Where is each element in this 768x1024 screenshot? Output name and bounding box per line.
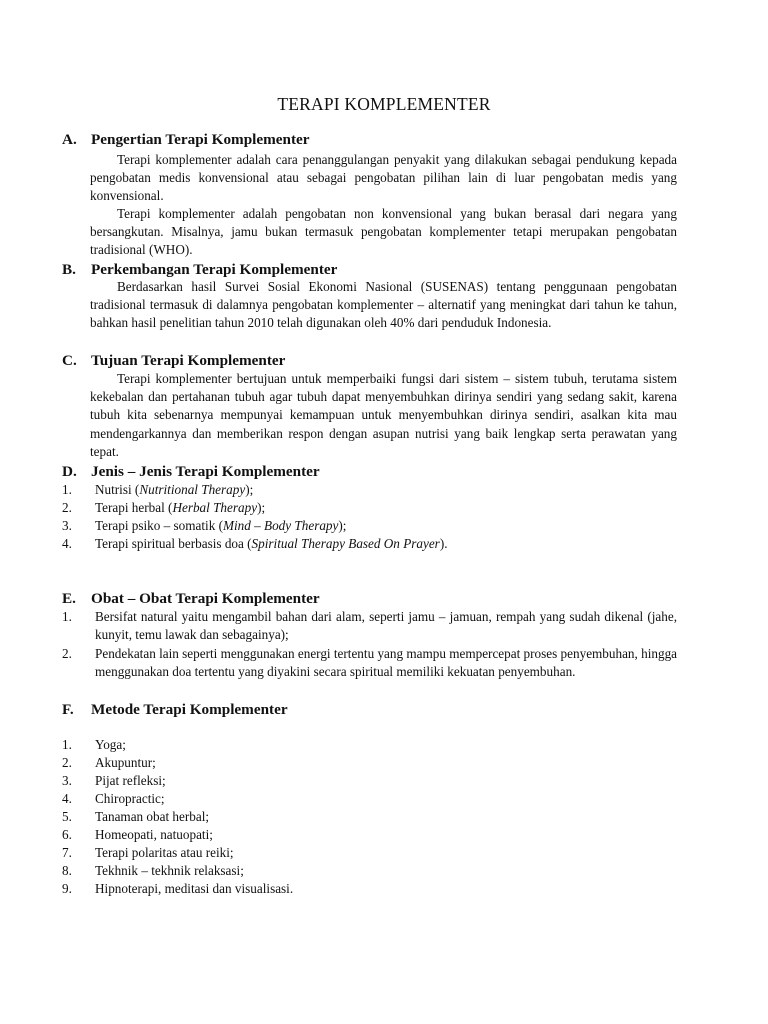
list-text-after: ). bbox=[439, 536, 448, 551]
list-text: Bersifat natural yaitu mengambil bahan dari alam, seperti jamu – jamuan, rempah yang sudah dikenal (jahe, kunyit, temu lawak dan sebagainya); bbox=[95, 609, 677, 643]
list-number: 1. bbox=[62, 737, 72, 752]
section-f-heading bbox=[62, 700, 288, 720]
section-c-letter: C. bbox=[62, 352, 77, 369]
list-text-after: ); bbox=[257, 500, 266, 515]
section-d-title: Jenis – Jenis Terapi Komplementer bbox=[91, 463, 320, 480]
section-b-paragraph-1 bbox=[90, 278, 677, 333]
list-text-italic: Spiritual Therapy Based On Prayer bbox=[251, 536, 440, 551]
list-item bbox=[62, 608, 677, 644]
list-item bbox=[62, 844, 677, 862]
section-b-paragraph-1-text: Berdasarkan hasil Survei Sosial Ekonomi Nasional (SUSENAS) tentang penggunaan pengobatan tradisional termasuk di dalamnya pengobatan komplementer – alternatif yang meningkat dari tahun ke tahun, bahkan hasil penelitian tahun 2010 telah digunakan oleh 40% dari penduduk Indonesia. bbox=[90, 279, 677, 331]
list-text: Terapi polaritas atau reiki; bbox=[95, 845, 234, 860]
section-a-heading bbox=[62, 130, 310, 150]
list-text: Homeopati, natuopati; bbox=[95, 827, 213, 842]
list-number: 3. bbox=[62, 773, 72, 788]
list-item bbox=[62, 499, 677, 517]
section-a-paragraph-1 bbox=[90, 151, 677, 206]
section-a-letter: A. bbox=[62, 131, 77, 148]
list-text: Tekhnik – tekhnik relaksasi; bbox=[95, 863, 244, 878]
list-item bbox=[62, 880, 677, 898]
list-item bbox=[62, 645, 677, 681]
list-number: 4. bbox=[62, 536, 72, 551]
list-number: 2. bbox=[62, 755, 72, 770]
list-item bbox=[62, 736, 677, 754]
list-item bbox=[62, 772, 677, 790]
list-item bbox=[62, 481, 677, 499]
list-text-italic: Mind – Body Therapy bbox=[223, 518, 339, 533]
list-text: Terapi psiko – somatik ( bbox=[95, 518, 223, 533]
list-number: 2. bbox=[62, 500, 72, 515]
list-number: 3. bbox=[62, 518, 72, 533]
list-text: Pendekatan lain seperti menggunakan energi tertentu yang mampu mempercepat proses penyembuhan, hingga menggunakan doa tertentu yang diyakini secara spiritual memiliki kekuatan penyembuhan. bbox=[95, 646, 678, 680]
section-c-paragraph-1-text: Terapi komplementer bertujuan untuk memperbaiki fungsi dari sistem – sistem tubuh, terutama sistem kekebalan dan pertahanan tubuh agar tubuh dapat menyembuhkan dirinya sendiri yang sedang sakit, karena tubuh kita sebenarnya mempunyai kemampuan untuk menyembuhkan dirinya sendiri, asalkan kita mau mendengarkannya dan memberikan respon dengan asupan nutrisi yang baik lengkap serta perawatan yang tepat. bbox=[90, 371, 677, 459]
section-c-paragraph-1 bbox=[90, 370, 677, 461]
list-number: 5. bbox=[62, 809, 72, 824]
list-text: Terapi herbal ( bbox=[95, 500, 173, 515]
section-a-paragraph-1-text: Terapi komplementer adalah cara penanggulangan penyakit yang dilakukan sebagai pendukung kepada pengobatan medis konvensional atau sebagai pengobatan pilihan lain di luar pengobatan medis yang konvensional. bbox=[90, 152, 677, 204]
section-d-letter: D. bbox=[62, 463, 77, 480]
list-number: 9. bbox=[62, 881, 72, 896]
section-a-paragraph-2-text: Terapi komplementer adalah pengobatan non konvensional yang bukan berasal dari negara yang bersangkutan. Misalnya, jamu bukan termasuk pengobatan komplementer tetapi merupakan pengobatan tradisional (WHO). bbox=[90, 206, 677, 258]
list-number: 8. bbox=[62, 863, 72, 878]
section-d-heading bbox=[62, 462, 320, 482]
list-item bbox=[62, 535, 677, 553]
list-number: 1. bbox=[62, 482, 72, 497]
list-item bbox=[62, 808, 677, 826]
list-number: 2. bbox=[62, 646, 72, 661]
section-c-heading bbox=[62, 351, 285, 371]
section-e-title: Obat – Obat Terapi Komplementer bbox=[91, 590, 320, 607]
list-text: Yoga; bbox=[95, 737, 126, 752]
list-text: Chiropractic; bbox=[95, 791, 165, 806]
section-c-title: Tujuan Terapi Komplementer bbox=[91, 352, 286, 369]
list-text-after: ); bbox=[245, 482, 254, 497]
list-text: Nutrisi ( bbox=[95, 482, 140, 497]
list-text-italic: Nutritional Therapy bbox=[139, 482, 246, 497]
list-item bbox=[62, 826, 677, 844]
list-text-after: ); bbox=[338, 518, 347, 533]
section-b-letter: B. bbox=[62, 261, 76, 278]
section-f-title: Metode Terapi Komplementer bbox=[91, 701, 288, 718]
list-item bbox=[62, 517, 677, 535]
section-f-letter: F. bbox=[62, 701, 74, 718]
list-number: 1. bbox=[62, 609, 72, 624]
section-b-title: Perkembangan Terapi Komplementer bbox=[91, 261, 338, 278]
section-e-letter: E. bbox=[62, 590, 76, 607]
list-item bbox=[62, 754, 677, 772]
section-e-heading bbox=[62, 589, 320, 609]
list-number: 7. bbox=[62, 845, 72, 860]
list-item bbox=[62, 790, 677, 808]
section-a-paragraph-2 bbox=[90, 205, 677, 260]
list-text: Akupuntur; bbox=[95, 755, 156, 770]
list-text: Pijat refleksi; bbox=[95, 773, 166, 788]
list-text: Hipnoterapi, meditasi dan visualisasi. bbox=[95, 881, 294, 896]
list-item bbox=[62, 862, 677, 880]
document-title: TERAPI KOMPLEMENTER bbox=[277, 94, 491, 114]
list-text-italic: Herbal Therapy bbox=[172, 500, 258, 515]
list-text: Terapi spiritual berbasis doa ( bbox=[95, 536, 252, 551]
section-b-heading bbox=[62, 260, 337, 280]
list-number: 4. bbox=[62, 791, 72, 806]
section-a-title: Pengertian Terapi Komplementer bbox=[91, 131, 310, 148]
list-number: 6. bbox=[62, 827, 72, 842]
list-text: Tanaman obat herbal; bbox=[95, 809, 210, 824]
